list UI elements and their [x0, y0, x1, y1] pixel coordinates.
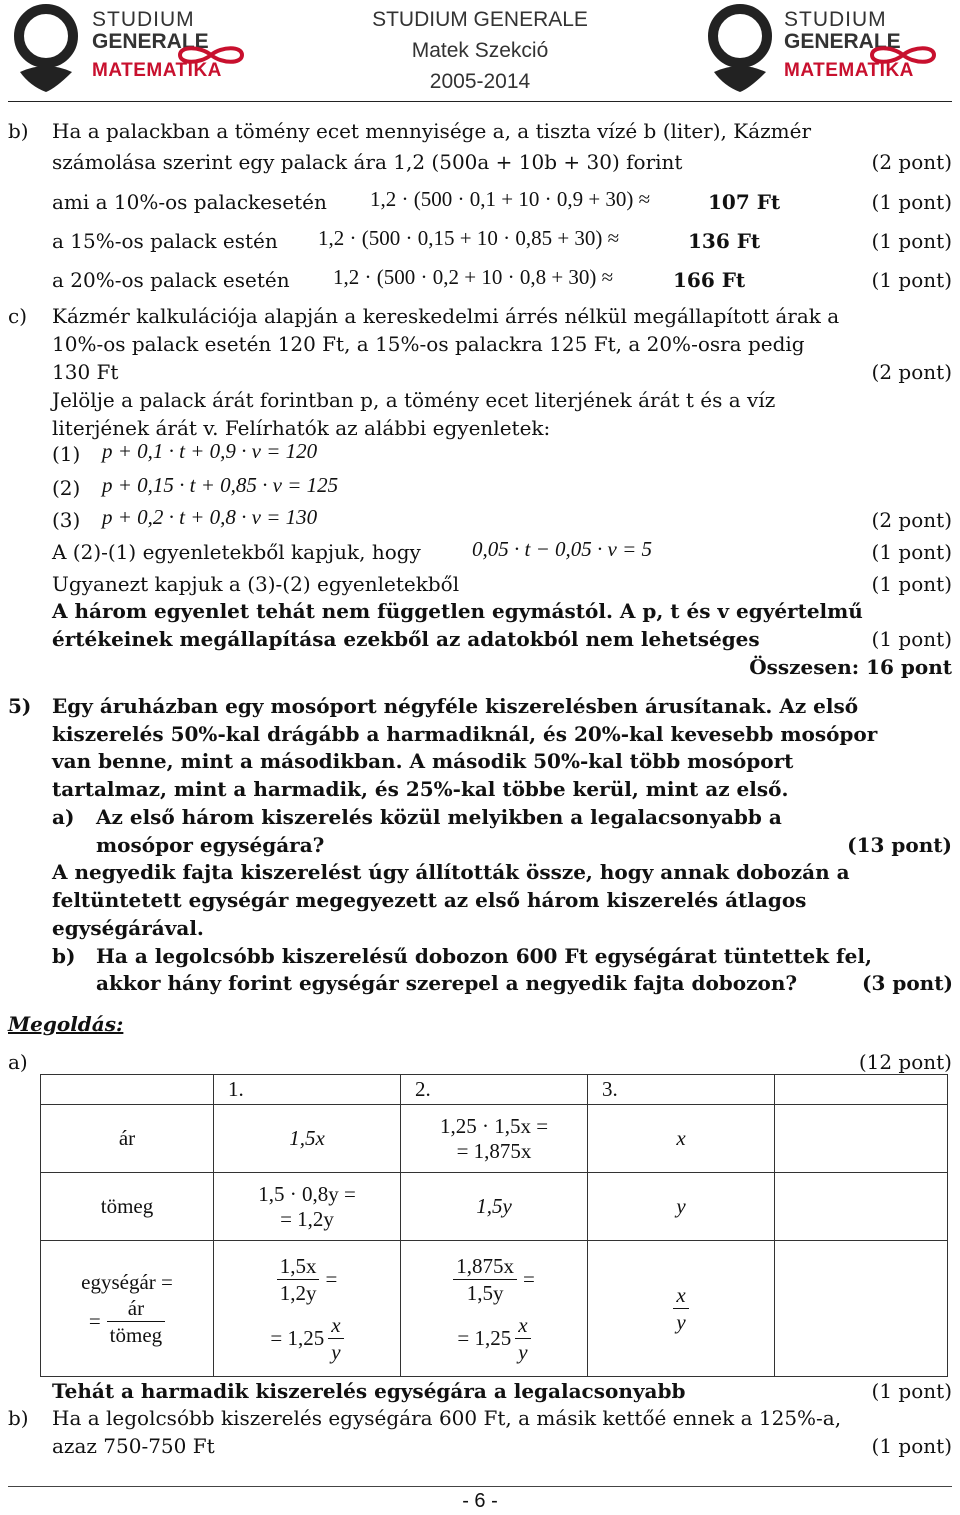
part-b-row3-math: 1,2 · (500 · 0,2 + 10 · 0,8 + 30) ≈ — [333, 265, 614, 289]
problem-5-a-points: (13 pont) — [847, 833, 952, 857]
fraction-numerator: x — [515, 1312, 530, 1339]
table-cell: x — [588, 1105, 775, 1173]
unit-price-label: egységár = — [81, 1269, 173, 1294]
problem-5-b-line1: Ha a legolcsóbb kiszerelésű dobozon 600 Ft egységárat tüntettek fel, — [96, 944, 872, 968]
table-header-cell: 1. — [214, 1075, 401, 1105]
part-c-line6: A (2)-(1) egyenletekből kapjuk, hogy — [52, 540, 421, 564]
part-b-row3-points: (1 pont) — [871, 268, 952, 292]
header-center-title: STUDIUM GENERALE — [372, 8, 588, 31]
table-corner-cell — [41, 1075, 214, 1105]
problem-5-mid-line1: A negyedik fajta kiszerelést úgy állították össze, hogy annak dobozán a — [52, 860, 850, 884]
fraction — [453, 1253, 517, 1306]
logo-line3: MATEMATIKA — [92, 60, 222, 81]
logo-left — [6, 2, 246, 94]
problem-5-b-line2: akkor hány forint egységár szerepel a negyedik fajta dobozon? — [96, 971, 798, 995]
table-cell: y — [588, 1173, 775, 1241]
fraction — [673, 1282, 688, 1335]
part-b-row2-math: 1,2 · (500 · 0,15 + 10 · 0,85 + 30) ≈ — [318, 226, 620, 250]
infinity-icon — [176, 44, 246, 66]
logo-line1: STUDIUM — [92, 8, 195, 31]
logo-line2: GENERALE — [784, 30, 901, 53]
unit-price-fraction — [107, 1295, 166, 1348]
table-cell-line: 1,5 · 0,8y = — [258, 1181, 356, 1206]
fraction-denominator: y — [518, 1339, 528, 1364]
table-cell-line: 1,25 · 1,5x = — [439, 1113, 549, 1138]
equation-2-label: (2) — [52, 476, 81, 500]
part-b-label: b) — [8, 119, 29, 143]
fraction-denominator: 1,2y — [279, 1280, 317, 1305]
fraction-numerator: ár — [107, 1295, 166, 1322]
part-c-line9: értékeinek megállapítása ezekből az adatokból nem lehetséges — [52, 627, 760, 651]
table-row-price — [41, 1105, 948, 1173]
part-b-row2-points: (1 pont) — [871, 229, 952, 253]
equation-2: p + 0,15 · t + 0,85 · v = 125 — [102, 473, 339, 497]
solution-a-label: a) — [8, 1050, 28, 1074]
fraction-numerator: x — [673, 1282, 688, 1309]
table-empty-cell — [775, 1105, 948, 1173]
part-b-row1-math: 1,2 · (500 · 0,1 + 10 · 0,9 + 30) ≈ — [370, 187, 651, 211]
part-c-line8: A három egyenlet tehát nem független egymástól. A p, t és v egyértelmű — [52, 599, 863, 623]
part-c-line4: Jelölje a palack árát forintban p, a tömény ecet literjének árát t és a víz — [52, 388, 776, 412]
part-c-label: c) — [8, 304, 28, 328]
part-b-line2-points: (2 pont) — [871, 150, 952, 174]
problem-5-mid-line2: feltüntetett egységár megegyezett az első három kiszerelés átlagos — [52, 888, 807, 912]
solution-b-points: (1 pont) — [871, 1434, 952, 1458]
table-cell — [401, 1241, 588, 1377]
studium-logo-icon — [6, 2, 88, 94]
problem-5-line4: tartalmaz, mint a harmadik, és 25%-kal többe kerül, mint az első. — [52, 777, 789, 801]
equation-1: p + 0,1 · t + 0,9 · v = 120 — [102, 439, 318, 463]
problem-5-line2: kiszerelés 50%-kal drágább a harmadiknál, és 20%-kal kevesebb mosópor — [52, 722, 878, 746]
part-c-line7-points: (1 pont) — [871, 572, 952, 596]
table-row-label — [41, 1241, 214, 1377]
table-header-row — [41, 1075, 948, 1105]
solution-b-label: b) — [8, 1406, 29, 1430]
equals-sign: = — [522, 1266, 535, 1291]
part-c-line2: 10%-os palack esetén 120 Ft, a 15%-os palackra 125 Ft, a 20%-osra pedig — [52, 332, 805, 356]
solution-heading: Megoldás: — [8, 1012, 124, 1036]
table-row-mass — [41, 1173, 948, 1241]
part-c-line3-points: (2 pont) — [871, 360, 952, 384]
table-row-unit-price — [41, 1241, 948, 1377]
logo-line3: MATEMATIKA — [784, 60, 914, 81]
table-cell — [588, 1241, 775, 1377]
table-cell-line: = 1,2y — [280, 1206, 334, 1231]
part-b-line1: Ha a palackban a tömény ecet mennyisége a, a tiszta vízé b (liter), Kázmér — [52, 119, 812, 143]
part-b-row2-text: a 15%-os palack estén — [52, 229, 278, 253]
table-header-cell: 2. — [401, 1075, 588, 1105]
fraction-numerator: 1,5x — [277, 1253, 320, 1280]
table-cell — [214, 1241, 401, 1377]
table-empty-cell — [775, 1241, 948, 1377]
table-cell — [401, 1105, 588, 1173]
equals-sign: = — [325, 1266, 338, 1291]
result-prefix: = 1,25 — [457, 1325, 512, 1350]
solution-table — [40, 1074, 948, 1377]
fraction — [277, 1253, 320, 1306]
logo-line1: STUDIUM — [784, 8, 887, 31]
table-row-label: tömeg — [41, 1173, 214, 1241]
header-center-subtitle: Matek Szekció — [411, 39, 549, 62]
part-c-line6-points: (1 pont) — [871, 540, 952, 564]
solution-b-line2: azaz 750-750 Ft — [52, 1434, 215, 1458]
logo-right — [700, 2, 940, 94]
part-b-row3-text: a 20%-os palack esetén — [52, 268, 290, 292]
equation-3: p + 0,2 · t + 0,8 · v = 130 — [102, 505, 318, 529]
solution-b-line1: Ha a legolcsóbb kiszerelés egységára 600 Ft, a másik kettőé ennek a 125%-a, — [52, 1406, 842, 1430]
problem-5-a-line2: mosópor egységára? — [96, 833, 325, 857]
problem-5-b-points: (3 pont) — [862, 971, 953, 995]
fraction — [328, 1312, 343, 1365]
fraction-numerator: 1,875x — [453, 1253, 517, 1280]
part-c-line6-math: 0,05 · t − 0,05 · v = 5 — [472, 537, 652, 561]
part-b-row1-points: (1 pont) — [871, 190, 952, 214]
fraction-denominator: y — [331, 1339, 341, 1364]
table-empty-cell — [775, 1075, 948, 1105]
part-c-line3: 130 Ft — [52, 360, 119, 384]
part-b-row1-text: ami a 10%-os palackesetén — [52, 190, 327, 214]
part-c-line7: Ugyanezt kapjuk a (3)-(2) egyenletekből — [52, 572, 460, 596]
problem-5-a-line1: Az első három kiszerelés közül melyikben a legalacsonyabb a — [96, 805, 782, 829]
table-empty-cell — [775, 1173, 948, 1241]
unit-price-eq: = — [88, 1308, 101, 1333]
header-center — [330, 4, 630, 97]
fraction-denominator: y — [676, 1310, 686, 1334]
part-b-row1-result: 107 Ft — [708, 190, 781, 214]
problem-5-line1: Egy áruházban egy mosóport négyféle kiszerelésben árusítanak. Az első — [52, 694, 859, 718]
header-divider — [8, 101, 952, 102]
page-number: - 6 - — [462, 1490, 498, 1512]
table-row-label: ár — [41, 1105, 214, 1173]
fraction — [515, 1312, 530, 1365]
table-cell: 1,5y — [401, 1173, 588, 1241]
equation-3-label: (3) — [52, 508, 81, 532]
part-c-line9-points: (1 pont) — [871, 627, 952, 651]
table-cell-line: = 1,875x — [456, 1138, 532, 1163]
footer-divider — [8, 1486, 952, 1487]
table-cell — [214, 1173, 401, 1241]
logo-line2: GENERALE — [92, 30, 209, 53]
header-center-years: 2005-2014 — [429, 70, 531, 93]
studium-logo-icon — [700, 2, 782, 94]
part-b-row2-result: 136 Ft — [688, 229, 761, 253]
table-header-cell: 3. — [588, 1075, 775, 1105]
problem-5-line3: van benne, mint a másodikban. A második 50%-kal több mosóport — [52, 749, 794, 773]
problem-5-a-label: a) — [52, 805, 75, 829]
problem-5-mid-line3: egységárával. — [52, 916, 204, 940]
equation-3-points: (2 pont) — [871, 508, 952, 532]
part-c-line1: Kázmér kalkulációja alapján a kereskedelmi árrés nélkül megállapított árak a — [52, 304, 840, 328]
part-c-total: Összesen: 16 pont — [749, 655, 952, 679]
problem-5-number: 5) — [8, 694, 32, 718]
part-c-line5: literjének árát v. Felírhatók az alábbi egyenletek: — [52, 416, 551, 440]
equation-1-label: (1) — [52, 442, 81, 466]
solution-a-points: (12 pont) — [858, 1050, 952, 1074]
part-b-row3-result: 166 Ft — [673, 268, 746, 292]
fraction-numerator: x — [328, 1312, 343, 1339]
solution-conclusion: Tehát a harmadik kiszerelés egységára a legalacsonyabb — [52, 1379, 686, 1403]
fraction-denominator: tömeg — [109, 1322, 163, 1347]
result-prefix: = 1,25 — [270, 1325, 325, 1350]
problem-5-b-label: b) — [52, 944, 76, 968]
solution-conclusion-points: (1 pont) — [871, 1379, 952, 1403]
fraction-denominator: 1,5y — [466, 1280, 504, 1305]
table-cell: 1,5x — [214, 1105, 401, 1173]
part-b-line2: számolása szerint egy palack ára 1,2 (500a + 10b + 30) forint — [52, 150, 683, 174]
infinity-icon — [868, 44, 938, 66]
